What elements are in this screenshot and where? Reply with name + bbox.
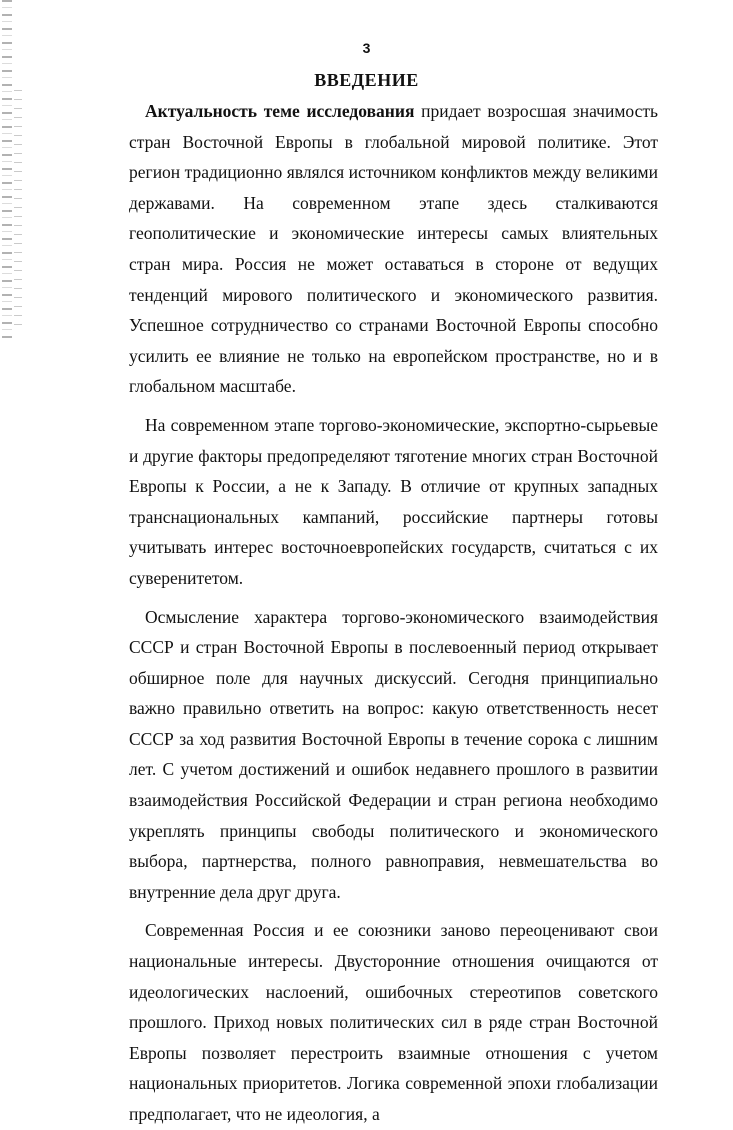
paragraph-1-lead: Актуальность теме исследования [145, 101, 415, 121]
page-number: 3 [362, 40, 371, 56]
paragraph-3: Осмысление характера торгово-экономического взаимодействия СССР и стран Восточной Европы в послевоенный период открывает обширное поле для научных дискуссий. Сегодня принципиально важно правильно ответить на вопрос: какую ответственность несет СССР за ход развития Восточной Европы в течение сорока с лишним лет. С учетом достижений и ошибок недавнего прошлого в развитии взаимодействия Российской Федерации и стран региона необходимо укреплять принципы свободы политического и экономического выбора, партнерства, полного равноправия, невмешательства во внутренние дела друг друга. [129, 606, 658, 902]
paragraph-1-text: придает возросшая значимость стран Восточной Европы в глобальной мировой политике. Этот регион традиционно являлся источником конфликтов между великими державами. На современном этапе здесь сталкиваются геополитические и экономические интересы самых влиятельных стран мира. Россия не может оставаться в стороне от ведущих тенденций мирового политического и экономического развития. Успешное сотрудничество со странами Восточной Европы способно усилить ее влияние не только на европейском пространстве, но и в глобальном масштабе. [129, 101, 658, 397]
paragraph-2: На современном этапе торгово-экономические, экспортно-сырьевые и другие факторы предопределяют тяготение многих стран Восточной Европы к России, а не к Западу. В отличие от крупных западных транснациональных кампаний, российские партнеры готовы учитывать интерес восточноевропейских государств, считаться с их суверенитетом. [129, 414, 658, 588]
paragraph-1 [129, 96, 658, 402]
page-title: ВВЕДЕНИЕ [314, 70, 419, 90]
scan-margin-artifact-secondary [14, 90, 22, 330]
paragraph-4: Современная Россия и ее союзники заново переоценивают свои национальные интересы. Двусторонние отношения очищаются от идеологических наслоений, ошибочных стереотипов советского прошлого. Приход новых политических сил в ряде стран Восточной Европы позволяет перестроить взаимные отношения с учетом национальных приоритетов. Логика современной эпохи глобализации предполагает, что не идеология, а [129, 920, 658, 1124]
document-body [129, 96, 658, 1130]
